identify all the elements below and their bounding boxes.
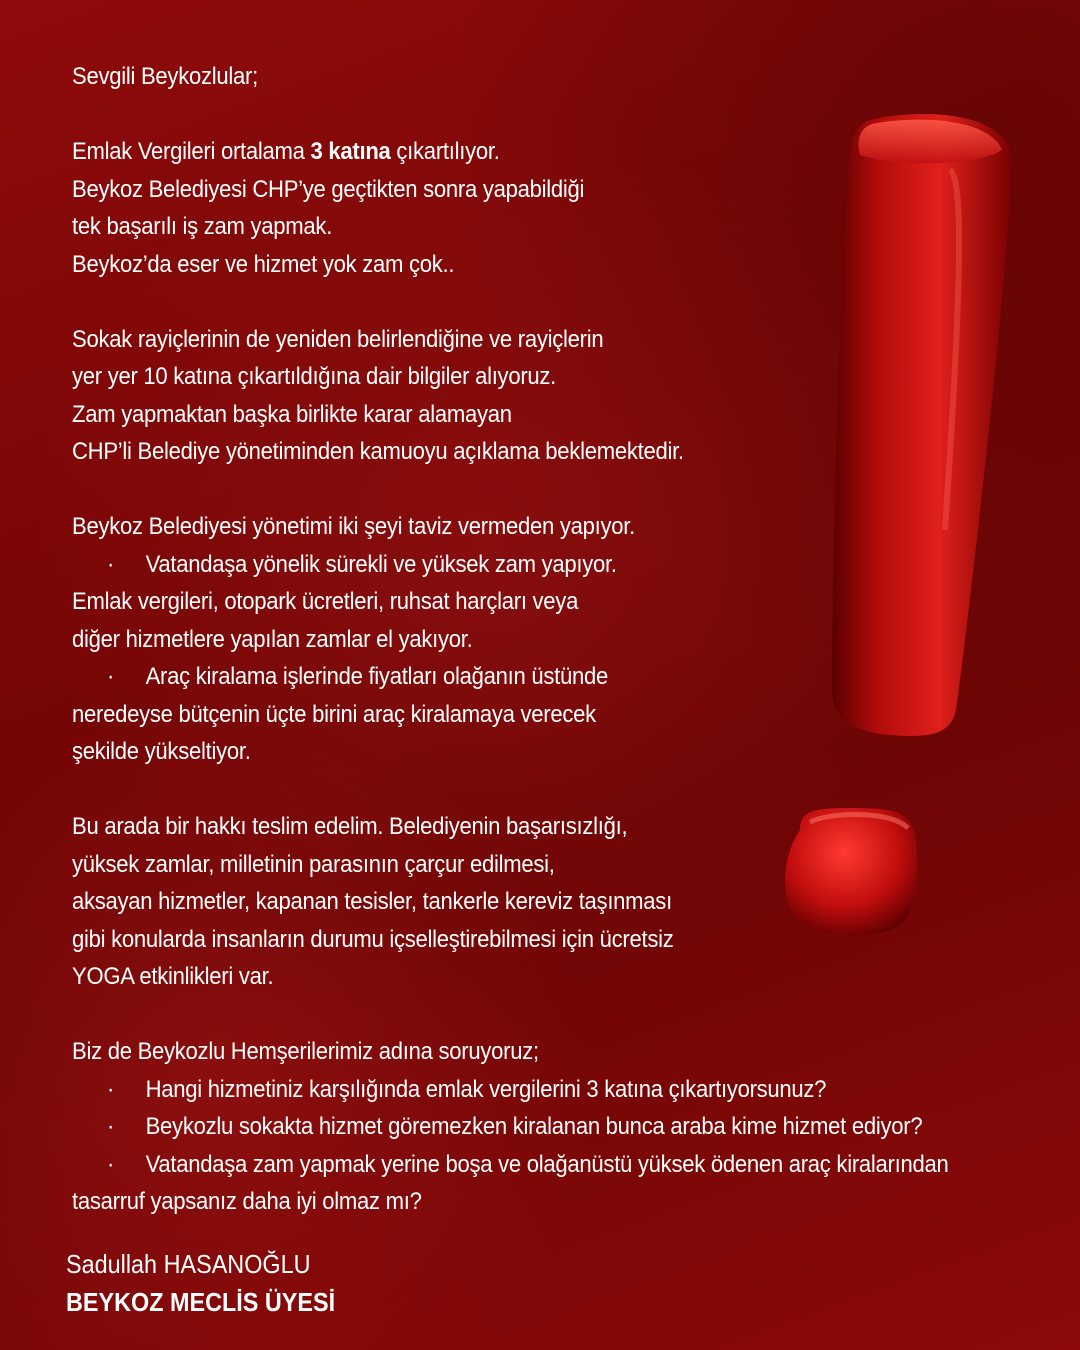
text-line: neredeyse bütçenin üçte birini araç kiralamaya verecek <box>72 700 596 728</box>
paragraph-street-values <box>72 321 955 471</box>
paragraph-questions <box>72 1033 955 1221</box>
bullet-dot: · <box>106 1150 115 1178</box>
text-line: Sokak rayiçlerinin de yeniden belirlendiğine ve rayiçlerin <box>72 325 604 353</box>
text-line: yer yer 10 katına çıkartıldığına dair bilgiler alıyoruz. <box>72 363 557 390</box>
text-line: diğer hizmetlere yapılan zamlar el yakıyor. <box>72 625 473 653</box>
bullet-text: Araç kiralama işlerinde fiyatları olağanın üstünde <box>145 663 609 690</box>
bullet-item <box>72 1071 955 1109</box>
text-line: CHP’li Belediye yönetiminden kamuoyu açıklama beklemektedir. <box>72 438 684 465</box>
bullet-item <box>72 1108 955 1146</box>
bold-segment: 3 katına <box>310 138 391 165</box>
bullet-item <box>72 658 955 696</box>
text-line: tasarruf yapsanız daha iyi olmaz mı? <box>72 1188 422 1215</box>
text-line: Zam yapmaktan başka birlikte karar alamayan <box>72 400 512 428</box>
signature-name: Sadullah HASANOĞLU <box>66 1249 311 1279</box>
text-line: yüksek zamlar, milletinin parasının çarçur edilmesi, <box>72 850 555 878</box>
bullet-text: Vatandaşa zam yapmak yerine boşa ve olağanüstü yüksek ödenen araç kiralarından <box>145 1150 949 1178</box>
bullet-dot: · <box>106 550 115 578</box>
bullet-dot: · <box>106 1113 115 1140</box>
text-segment: Emlak Vergileri ortalama <box>72 138 311 165</box>
bullet-dot: · <box>106 663 115 690</box>
bullet-text: Vatandaşa yönelik sürekli ve yüksek zam yapıyor. <box>145 550 617 578</box>
text-line: Beykoz Belediyesi CHP’ye geçtikten sonra yapabildiği <box>72 175 585 203</box>
bullet-text: Beykozlu sokakta hizmet göremezken kiralanan bunca araba kime hizmet ediyor? <box>145 1113 923 1140</box>
text-line: gibi konularda insanların durumu içselleştirebilmesi için ücretsiz <box>72 925 674 953</box>
paragraph-tax-increase <box>72 133 955 283</box>
text-line: Emlak vergileri, otopark ücretleri, ruhsat harçları veya <box>72 588 579 615</box>
text-line: şekilde yükseltiyor. <box>72 738 251 765</box>
text-line: Beykoz Belediyesi yönetimi iki şeyi taviz vermeden yapıyor. <box>72 513 635 540</box>
text-line: Beykoz’da eser ve hizmet yok zam çok.. <box>72 250 455 278</box>
signature-role: BEYKOZ MECLİS ÜYESİ <box>66 1287 336 1317</box>
paragraph-municipality <box>72 508 955 771</box>
greeting: Sevgili Beykozlular; <box>72 63 258 90</box>
text-line: YOGA etkinlikleri var. <box>72 963 274 990</box>
bullet-item <box>72 1146 955 1184</box>
letter-body <box>72 58 955 1258</box>
text-line: Biz de Beykozlu Hemşerilerimiz adına soruyoruz; <box>72 1038 539 1065</box>
text-line <box>72 133 955 171</box>
greeting-paragraph <box>72 58 955 96</box>
signature-block <box>66 1245 335 1321</box>
text-line: Bu arada bir hakkı teslim edelim. Belediyenin başarısızlığı, <box>72 813 628 840</box>
bullet-text: Hangi hizmetiniz karşılığında emlak vergilerini 3 katına çıkartıyorsunuz? <box>145 1075 827 1103</box>
bullet-item <box>72 546 955 584</box>
text-line: tek başarılı iş zam yapmak. <box>72 213 333 240</box>
paragraph-yoga <box>72 808 955 996</box>
bullet-dot: · <box>106 1075 115 1103</box>
text-line: aksayan hizmetler, kapanan tesisler, tankerle kereviz taşınması <box>72 888 672 915</box>
text-segment: çıkartılıyor. <box>390 138 500 165</box>
